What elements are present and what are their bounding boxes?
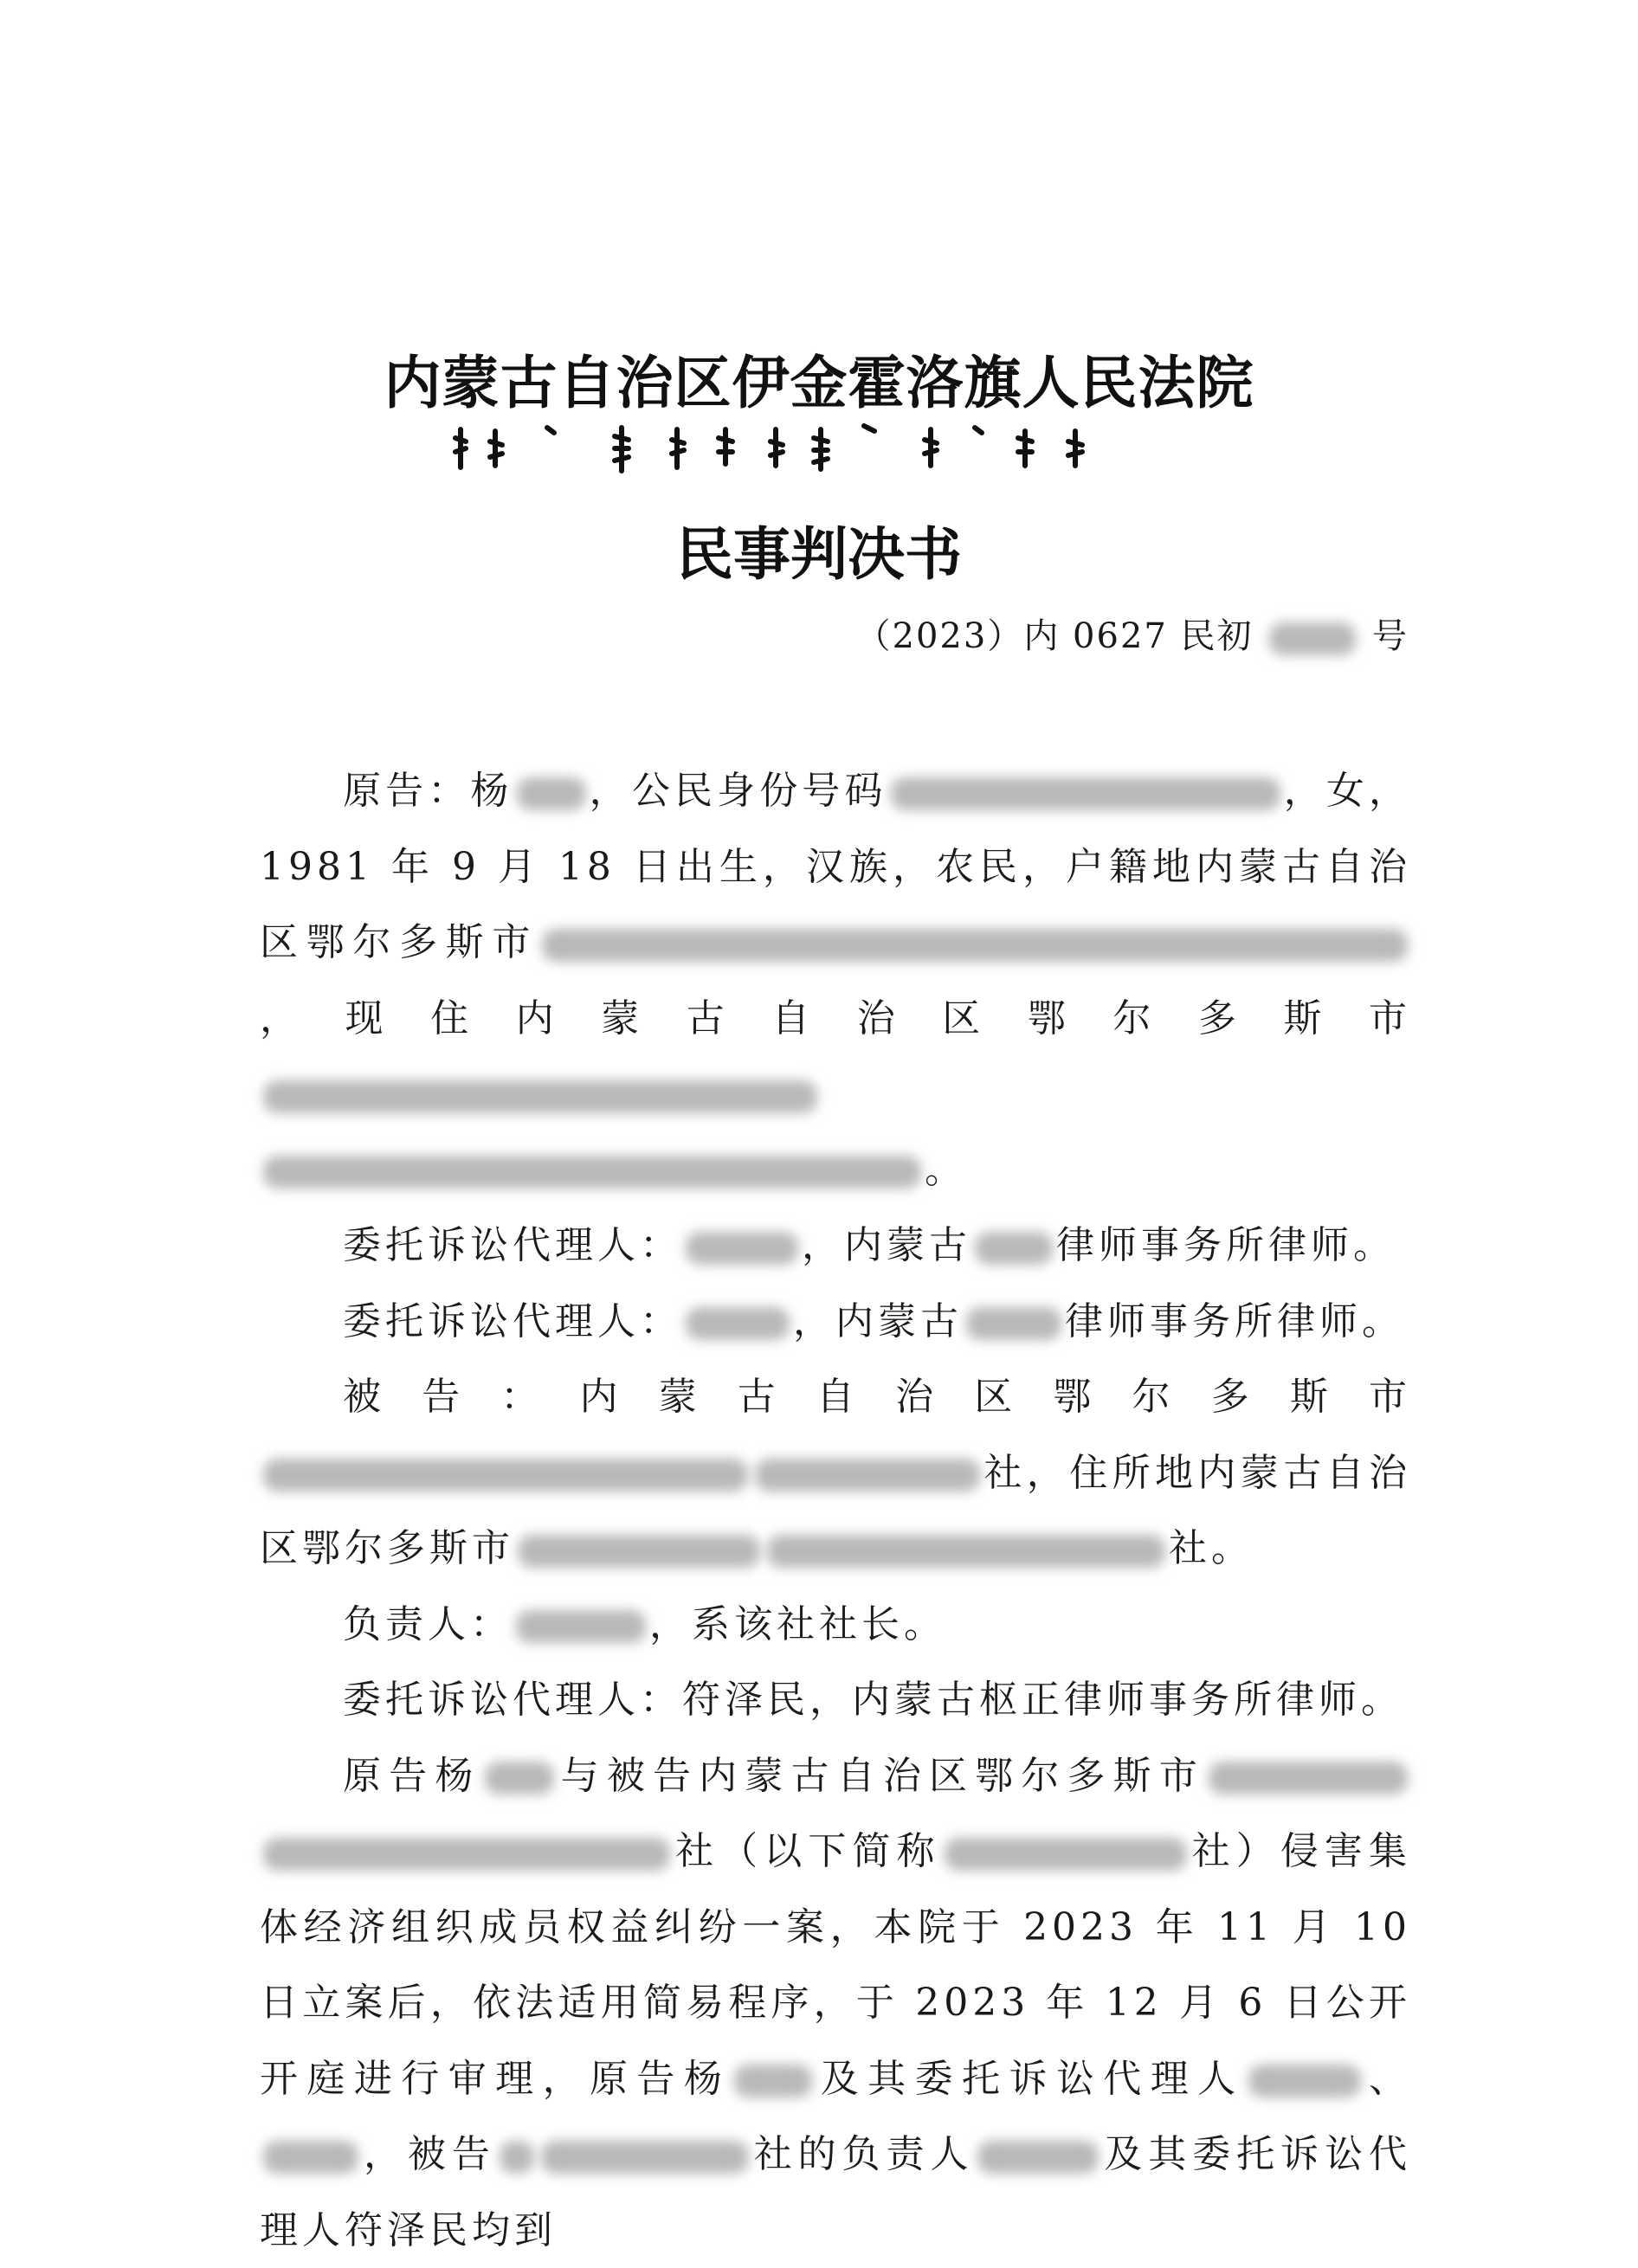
redacted-defendant-name-1: [263, 1459, 748, 1492]
plaintiff-label: 原告：杨: [343, 769, 513, 813]
redacted-residence-address-2: [263, 1156, 921, 1189]
agent-1-org-suffix: 律师事务所律师。: [1056, 1223, 1396, 1267]
defendant-paragraph: [260, 1359, 1411, 1587]
plaintiff-paragraph: [260, 753, 1411, 1208]
agent-2-paragraph: [260, 1284, 1411, 1360]
redacted-household-address: [542, 929, 1408, 962]
agent-1-org-prefix: ，内蒙古: [802, 1223, 971, 1267]
redacted-responsible-name: [516, 1610, 646, 1643]
narrative-text-6: 、: [1364, 2057, 1411, 2101]
redacted-case-id: [1269, 622, 1356, 655]
redacted-defendant-address-1: [518, 1535, 760, 1568]
redacted-plaintiff-name-3: [734, 2065, 812, 2097]
agent-1-paragraph: [260, 1208, 1411, 1284]
agent-3-paragraph: [260, 1662, 1411, 1738]
redacted-defendant-name-3: [1209, 1762, 1408, 1794]
narrative-text-8: 社的负责人: [752, 2132, 975, 2176]
redacted-agent-2-name-2: [263, 2141, 358, 2174]
narrative-text-7: ，被告: [362, 2132, 496, 2176]
plaintiff-details: ，女，1981 年 9 月 18 日出生，汉族，农民，户籍地内蒙古自治区鄂尔多斯市: [260, 769, 1411, 964]
case-number-prefix: （2023）内 0627 民初: [856, 616, 1254, 656]
plaintiff-id-label: ，公民身份号码: [590, 769, 887, 813]
document-title: 民事判决书: [0, 516, 1638, 594]
narrative-text-9: 及其委托诉讼代理人符泽民均到: [260, 2132, 1411, 2252]
plaintiff-residence-label: ，现住内蒙古自治区鄂尔多斯市: [260, 996, 1411, 1041]
plaintiff-end: 。: [925, 1148, 967, 1192]
redacted-agent-1-name-2: [1248, 2065, 1361, 2097]
defendant-end: 社。: [1169, 1526, 1254, 1570]
redacted-plaintiff-name: [517, 777, 586, 810]
redacted-agent-1-firm: [975, 1232, 1053, 1265]
redacted-defendant-name-5: [500, 2141, 534, 2174]
redacted-defendant-short-name: [945, 1838, 1187, 1871]
court-name: 内蒙古自治区伊金霍洛旗人民法院: [0, 345, 1638, 422]
redacted-defendant-name-4: [263, 1838, 670, 1871]
case-narrative-paragraph: [260, 1738, 1411, 2268]
agent-1-label: 委托诉讼代理人：: [343, 1223, 682, 1267]
redacted-id-number: [891, 777, 1280, 810]
defendant-label: 被告：内蒙古自治区鄂尔多斯市: [343, 1375, 1411, 1419]
redacted-agent-2-firm: [966, 1307, 1061, 1340]
agent-2-label: 委托诉讼代理人：: [343, 1299, 682, 1343]
redacted-plaintiff-name-2: [485, 1762, 554, 1794]
agent-2-org-suffix: 律师事务所律师。: [1065, 1299, 1404, 1343]
redacted-defendant-name-2: [755, 1459, 980, 1492]
defendant-address-label: 社，住所地内蒙古自治区鄂尔多斯市: [260, 1451, 1411, 1571]
case-number: [856, 610, 1409, 662]
redacted-defendant-name-6: [541, 2141, 749, 2174]
narrative-text-3: 社（以下简称: [674, 1829, 941, 1873]
narrative-text-5: 及其委托诉讼代理人: [816, 2057, 1244, 2101]
case-number-suffix: 号: [1372, 616, 1409, 656]
agent-2-org-prefix: ，内蒙古: [793, 1299, 963, 1343]
redacted-defendant-address-2: [767, 1535, 1165, 1568]
responsible-title: ，系该社社长。: [649, 1602, 946, 1646]
mongolian-script-court-name: [450, 422, 1229, 474]
redacted-residence-address-1: [263, 1080, 817, 1113]
narrative-text-2: 与被告内蒙古自治区鄂尔多斯市: [558, 1754, 1206, 1798]
judgment-body: [260, 753, 1411, 2268]
responsible-label: 负责人：: [343, 1602, 513, 1646]
narrative-text-1: 原告杨: [343, 1754, 481, 1798]
redacted-agent-1-name: [686, 1232, 798, 1265]
redacted-responsible-name-2: [977, 2141, 1099, 2174]
redacted-agent-2-name: [686, 1307, 790, 1340]
responsible-paragraph: [260, 1587, 1411, 1663]
agent-3-text: 委托诉讼代理人：符泽民，内蒙古枢正律师事务所律师。: [343, 1678, 1403, 1722]
narrative-text-4: 社）侵害集体经济组织成员权益纠纷一案，本院于 2023 年 11 月 10 日立案后，依法适用简易程序，于 2023 年 12 月 6 日公开开庭进行审理，原告杨: [260, 1829, 1411, 2101]
